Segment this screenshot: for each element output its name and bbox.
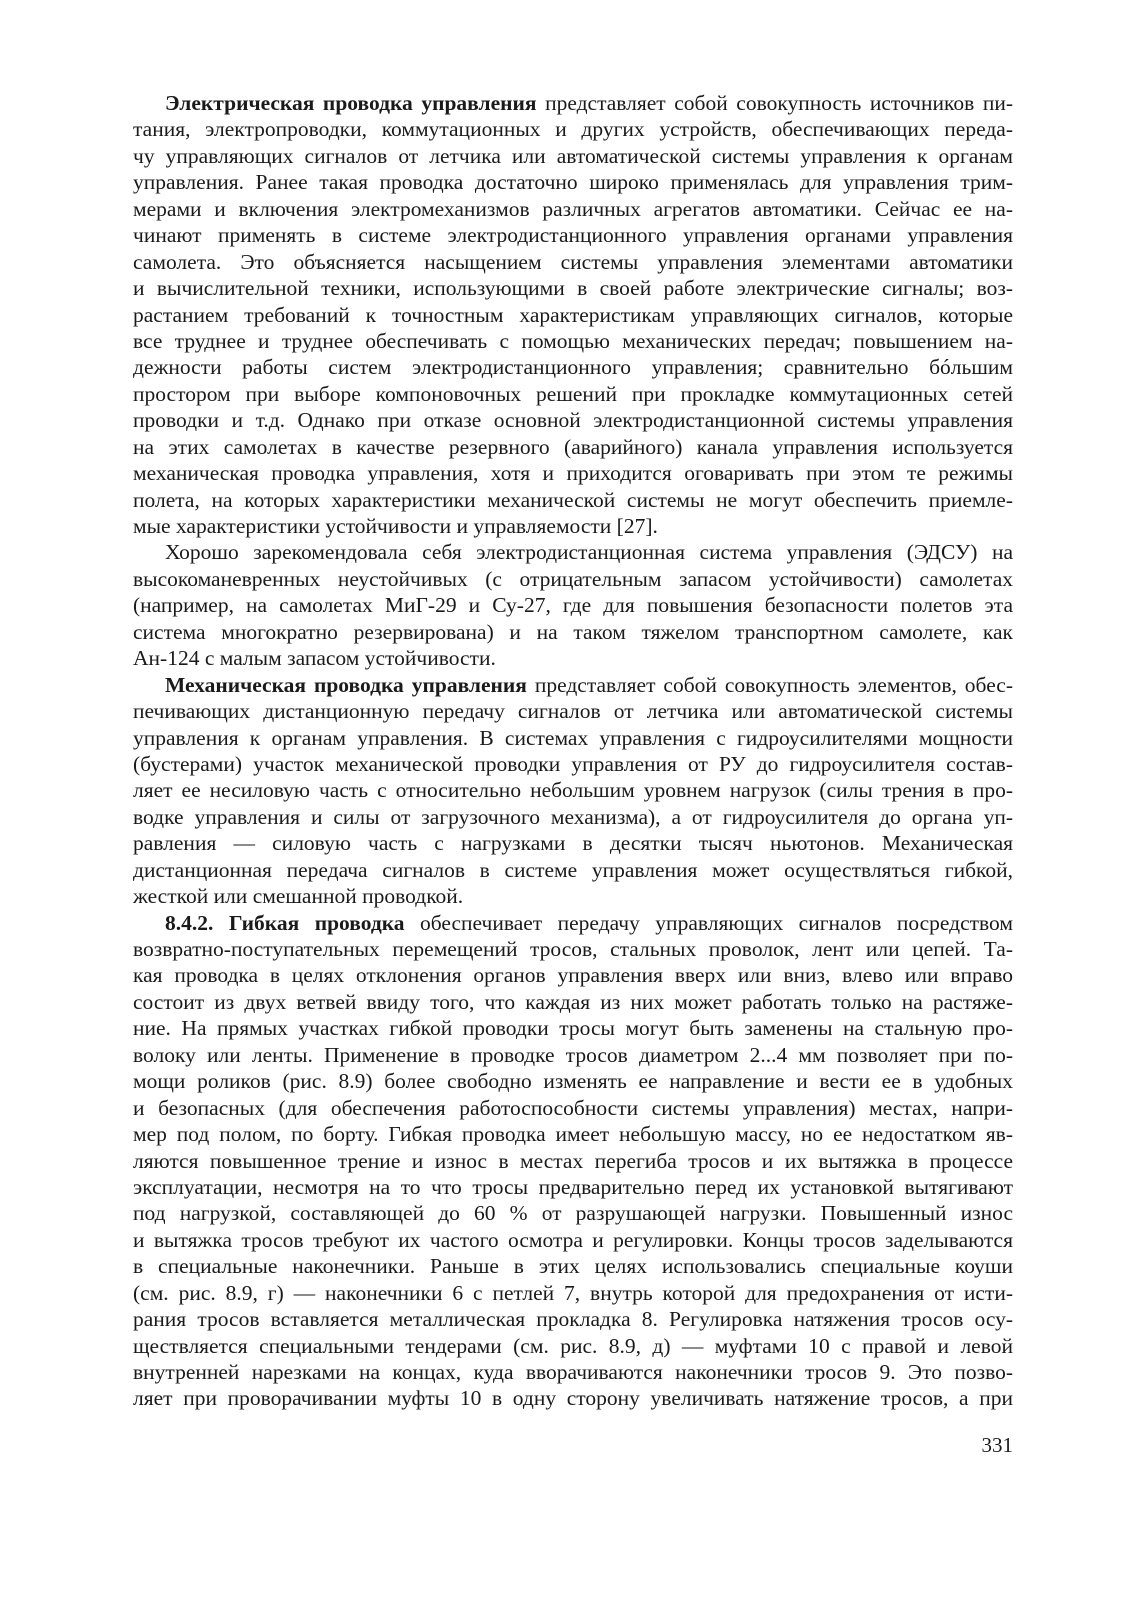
text-line <box>133 116 1013 142</box>
line-text: высокоманевренных неустойчивых (с отрицательным запасом устойчивости) самолетах <box>133 566 1013 591</box>
line-text: ляются повышенное трение и износ в местах перегиба тросов и их вытяжка в процессе <box>133 1148 1013 1173</box>
paragraph-first-line <box>133 672 1013 698</box>
text-line <box>133 1042 1013 1068</box>
line-text: все труднее и труднее обеспечивать с помощью механических передач; повышением на- <box>133 328 1013 353</box>
line-text: система многократно резервирована) и на таком тяжелом транспортном самолете, как <box>133 619 1013 644</box>
text-line <box>133 302 1013 328</box>
line-text: чу управляющих сигналов от летчика или автоматической системы управления к органам <box>133 143 1013 168</box>
text-line <box>133 275 1013 301</box>
text-line <box>133 1174 1013 1200</box>
text-line <box>133 143 1013 169</box>
body-text <box>133 90 1013 1412</box>
line-text: представляет собой совокупность источников пи- <box>536 91 1013 115</box>
line-text: равления — силовую часть с нагрузками в десятки тысяч ньютонов. Механическая <box>133 831 1013 856</box>
line-text: чинают применять в системе электродистанционного управления органами управления <box>133 223 1013 248</box>
line-text: управления к органам управления. В системах управления с гидроусилителями мощности <box>133 725 1013 750</box>
text-line <box>133 1385 1013 1411</box>
text-line <box>133 777 1013 803</box>
text-line <box>133 1359 1013 1385</box>
text-line <box>133 1015 1013 1041</box>
line-text: мер под полом, по борту. Гибкая проводка имеет небольшую массу, но ее недостатком яв- <box>133 1122 1013 1147</box>
text-line <box>133 989 1013 1015</box>
line-text: внутренней нарезками на концах, куда вворачиваются наконечники тросов 9. Это позво- <box>133 1360 1013 1384</box>
bold-term: Механическая проводка управления <box>165 672 527 697</box>
line-text: печивающих дистанционную передачу сигналов от летчика или автоматической системы <box>133 699 1013 724</box>
text-line <box>133 1227 1013 1253</box>
line-text: растанием требований к точностным характеристикам управляющих сигналов, которые <box>133 302 1013 327</box>
text-line <box>133 354 1013 380</box>
line-text: состоит из двух ветвей ввиду того, что каждая из них может работать только на растяже- <box>133 989 1013 1014</box>
line-text: самолета. Это объясняется насыщением системы управления элементами автоматики <box>133 249 1013 274</box>
text-line <box>133 751 1013 777</box>
text-line <box>133 962 1013 988</box>
line-text: и безопасных (для обеспечения работоспособности системы управления) местах, напри- <box>133 1095 1013 1120</box>
line-text: Ан-124 с малым запасом устойчивости. <box>133 646 496 671</box>
text-line <box>133 407 1013 433</box>
text-line <box>133 619 1013 645</box>
line-text: дежности работы систем электродистанционного управления; сравнительно бóльшим <box>133 355 1013 380</box>
line-text: проводки и т.д. Однако при отказе основной электродистанционной системы управления <box>133 408 1013 433</box>
text-line <box>133 1253 1013 1279</box>
text-line <box>133 592 1013 618</box>
line-text: и вытяжка тросов требуют их частого осмотра и регулировки. Концы тросов заделываются <box>133 1227 1013 1252</box>
text-line <box>133 381 1013 407</box>
text-line <box>133 830 1013 856</box>
text-line <box>133 513 1013 539</box>
text-line <box>133 1121 1013 1147</box>
line-text: (например, на самолетах МиГ-29 и Су-27, где для повышения безопасности полетов эта <box>133 593 1013 618</box>
line-text: полета, на которых характеристики механической системы не могут обеспечить приемле- <box>133 487 1013 512</box>
text-line <box>133 434 1013 460</box>
line-text: ществляется специальными тендерами (см. рис. 8.9, д) — муфтами 10 с правой и левой <box>133 1333 1013 1358</box>
line-text: ние. На прямых участках гибкой проводки тросы могут быть заменены на стальную про- <box>133 1016 1013 1041</box>
line-text: водке управления и силы от загрузочного механизма), а от гидроусилителя до органа уп- <box>133 804 1013 829</box>
line-text: мерами и включения электромеханизмов различных агрегатов автоматики. Сейчас ее на- <box>133 196 1013 221</box>
line-text: ляет при проворачивании муфты 10 в одну сторону увеличивать натяжение тросов, а при <box>133 1386 1013 1411</box>
line-text: кая проводка в целях отклонения органов управления вверх или вниз, влево или вправо <box>133 963 1013 988</box>
paragraph-first-line <box>133 90 1013 116</box>
text-line <box>133 196 1013 222</box>
line-text: под нагрузкой, составляющей до 60 % от разрушающей нагрузки. Повышенный износ <box>133 1201 1013 1226</box>
line-text: мые характеристики устойчивости и управляемости [27]. <box>133 514 658 538</box>
line-text: дистанционная передача сигналов в системе управления может осуществляться гибкой, <box>133 857 1013 882</box>
text-line <box>133 804 1013 830</box>
line-text: жесткой или смешанной проводкой. <box>133 884 464 909</box>
text-line <box>133 883 1013 909</box>
line-text: простором при выборе компоновочных решений при прокладке коммутационных сетей <box>133 381 1013 406</box>
line-text: Хорошо зарекомендовала себя электродистанционная система управления (ЭДСУ) на <box>165 540 1013 565</box>
text-line <box>133 1200 1013 1226</box>
line-text: на этих самолетах в качестве резервного (аварийного) канала управления используется <box>133 434 1013 459</box>
text-line <box>133 645 1013 671</box>
line-text: в специальные наконечники. Раньше в этих целях использовались специальные коуши <box>133 1254 1013 1279</box>
text-line <box>133 1280 1013 1306</box>
line-text: (бустерами) участок механической проводки управления от РУ до гидроусилителя состав- <box>133 751 1013 776</box>
page-number: 331 <box>981 1433 1013 1457</box>
line-text: тания, электропроводки, коммутационных и других устройств, обеспечивающих переда- <box>133 117 1013 142</box>
line-text: обеспечивает передачу управляющих сигналов посредством <box>404 910 1013 935</box>
line-text: эксплуатации, несмотря на то что тросы предварительно перед их установкой вытягивают <box>133 1174 1013 1199</box>
text-line <box>133 222 1013 248</box>
line-text: представляет собой совокупность элементов, обес- <box>526 672 1013 697</box>
line-text: механическая проводка управления, хотя и приходится оговаривать при этом те режимы <box>133 461 1013 486</box>
line-text: ляет ее несиловую часть с относительно небольшим уровнем нагрузок (силы трения в про- <box>133 778 1013 803</box>
paragraph-first-line <box>133 539 1013 565</box>
text-line <box>133 169 1013 195</box>
line-text: мощи роликов (рис. 8.9) более свободно изменять ее направление и вести ее в удобных <box>133 1069 1013 1094</box>
text-line <box>133 487 1013 513</box>
bold-term: Электрическая проводка управления <box>165 91 537 115</box>
bold-term: 8.4.2. Гибкая проводка <box>165 910 405 935</box>
paragraph-first-line <box>133 910 1013 936</box>
line-text: управления. Ранее такая проводка достаточно широко применялась для управления трим- <box>133 170 1013 195</box>
line-text: рания тросов вставляется металлическая прокладка 8. Регулировка натяжения тросов осу- <box>133 1307 1013 1332</box>
line-text: и вычислительной техники, использующими в своей работе электрические сигналы; воз- <box>133 276 1013 301</box>
text-line <box>133 936 1013 962</box>
line-text: (см. рис. 8.9, г) — наконечники 6 с петлей 7, внутрь которой для предохранения от исти- <box>133 1280 1013 1305</box>
text-line <box>133 460 1013 486</box>
text-line <box>133 1306 1013 1332</box>
text-line <box>133 1333 1013 1359</box>
text-line <box>133 725 1013 751</box>
line-text: возвратно-поступательных перемещений тросов, стальных проволок, лент или цепей. Та- <box>133 937 1013 961</box>
text-line <box>133 328 1013 354</box>
text-line <box>133 1068 1013 1094</box>
text-line <box>133 249 1013 275</box>
text-line <box>133 857 1013 883</box>
text-line <box>133 698 1013 724</box>
line-text: волоку или ленты. Применение в проводке тросов диаметром 2...4 мм позволяет при по- <box>133 1042 1013 1067</box>
text-line <box>133 566 1013 592</box>
text-line <box>133 1148 1013 1174</box>
text-line <box>133 1095 1013 1121</box>
